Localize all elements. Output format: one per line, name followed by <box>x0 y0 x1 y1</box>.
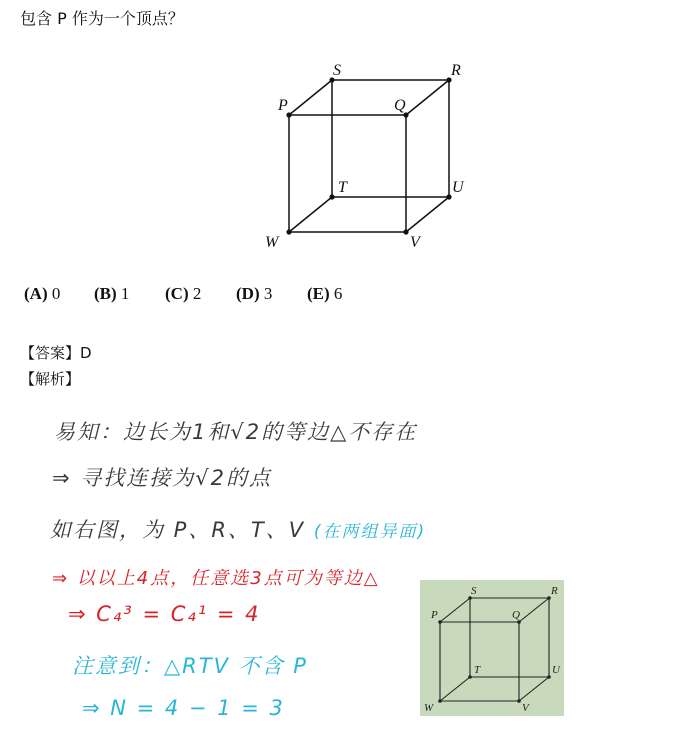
vertex-t <box>329 194 334 199</box>
hand-line-3: 如右图，为 P、R、T、V (在两组异面) <box>50 518 427 542</box>
vertex-v <box>403 229 408 234</box>
hand-line-4: ⇒ 以以上4点，任意选3点可为等边△ <box>52 568 380 589</box>
inset-label-s: S <box>471 585 477 597</box>
vertex-w <box>286 229 291 234</box>
label-q: Q <box>394 97 406 114</box>
cube-diagram <box>250 55 480 255</box>
label-w: W <box>265 234 279 251</box>
hand-line-7: ⇒ N = 4 − 1 = 3 <box>82 696 285 720</box>
choice-d: (D) 3 <box>236 284 273 303</box>
edge-vu <box>406 197 449 232</box>
answer-value: D <box>80 344 92 362</box>
vertex-u <box>446 194 451 199</box>
label-v: V <box>410 234 420 251</box>
inset-cube-photo <box>420 580 564 716</box>
inset-photo-background <box>420 580 564 716</box>
edge-ps <box>289 80 332 115</box>
label-t: T <box>338 179 347 196</box>
label-r: R <box>451 62 461 79</box>
answer-line <box>20 342 92 363</box>
edge-qr <box>406 80 449 115</box>
edge-wt <box>289 197 332 232</box>
label-u: U <box>452 179 464 196</box>
label-p: P <box>278 97 288 114</box>
inset-label-w: W <box>424 702 434 714</box>
inset-label-r: R <box>551 585 558 597</box>
question-text: 包含 P 作为一个顶点？ <box>20 9 184 28</box>
label-s: S <box>333 62 341 79</box>
answer-label: 【答案】 <box>20 344 81 362</box>
inset-label-t: T <box>474 664 481 676</box>
hand-line-1: 易知：边长为1和√2的等边△不存在 <box>54 420 418 444</box>
choice-e: (E) 6 <box>307 284 343 303</box>
inset-label-v: V <box>522 702 529 714</box>
analysis-label: 【解析】 <box>20 370 81 388</box>
hand-line-2: ⇒ 寻找连接为√2的点 <box>52 466 273 490</box>
choice-c: (C) 2 <box>165 284 202 303</box>
choice-a: (A) 0 <box>24 284 61 303</box>
choice-b: (B) 1 <box>94 284 130 303</box>
hand-line-6: 注意到：△RTV 不含 P <box>72 654 308 678</box>
inset-label-q: Q <box>512 609 520 621</box>
inset-label-p: P <box>431 609 438 621</box>
inset-label-u: U <box>552 664 560 676</box>
hand-line-3-note: (在两组异面) <box>313 522 427 542</box>
hand-line-5: ⇒ C₄³ = C₄¹ = 4 <box>68 602 261 626</box>
